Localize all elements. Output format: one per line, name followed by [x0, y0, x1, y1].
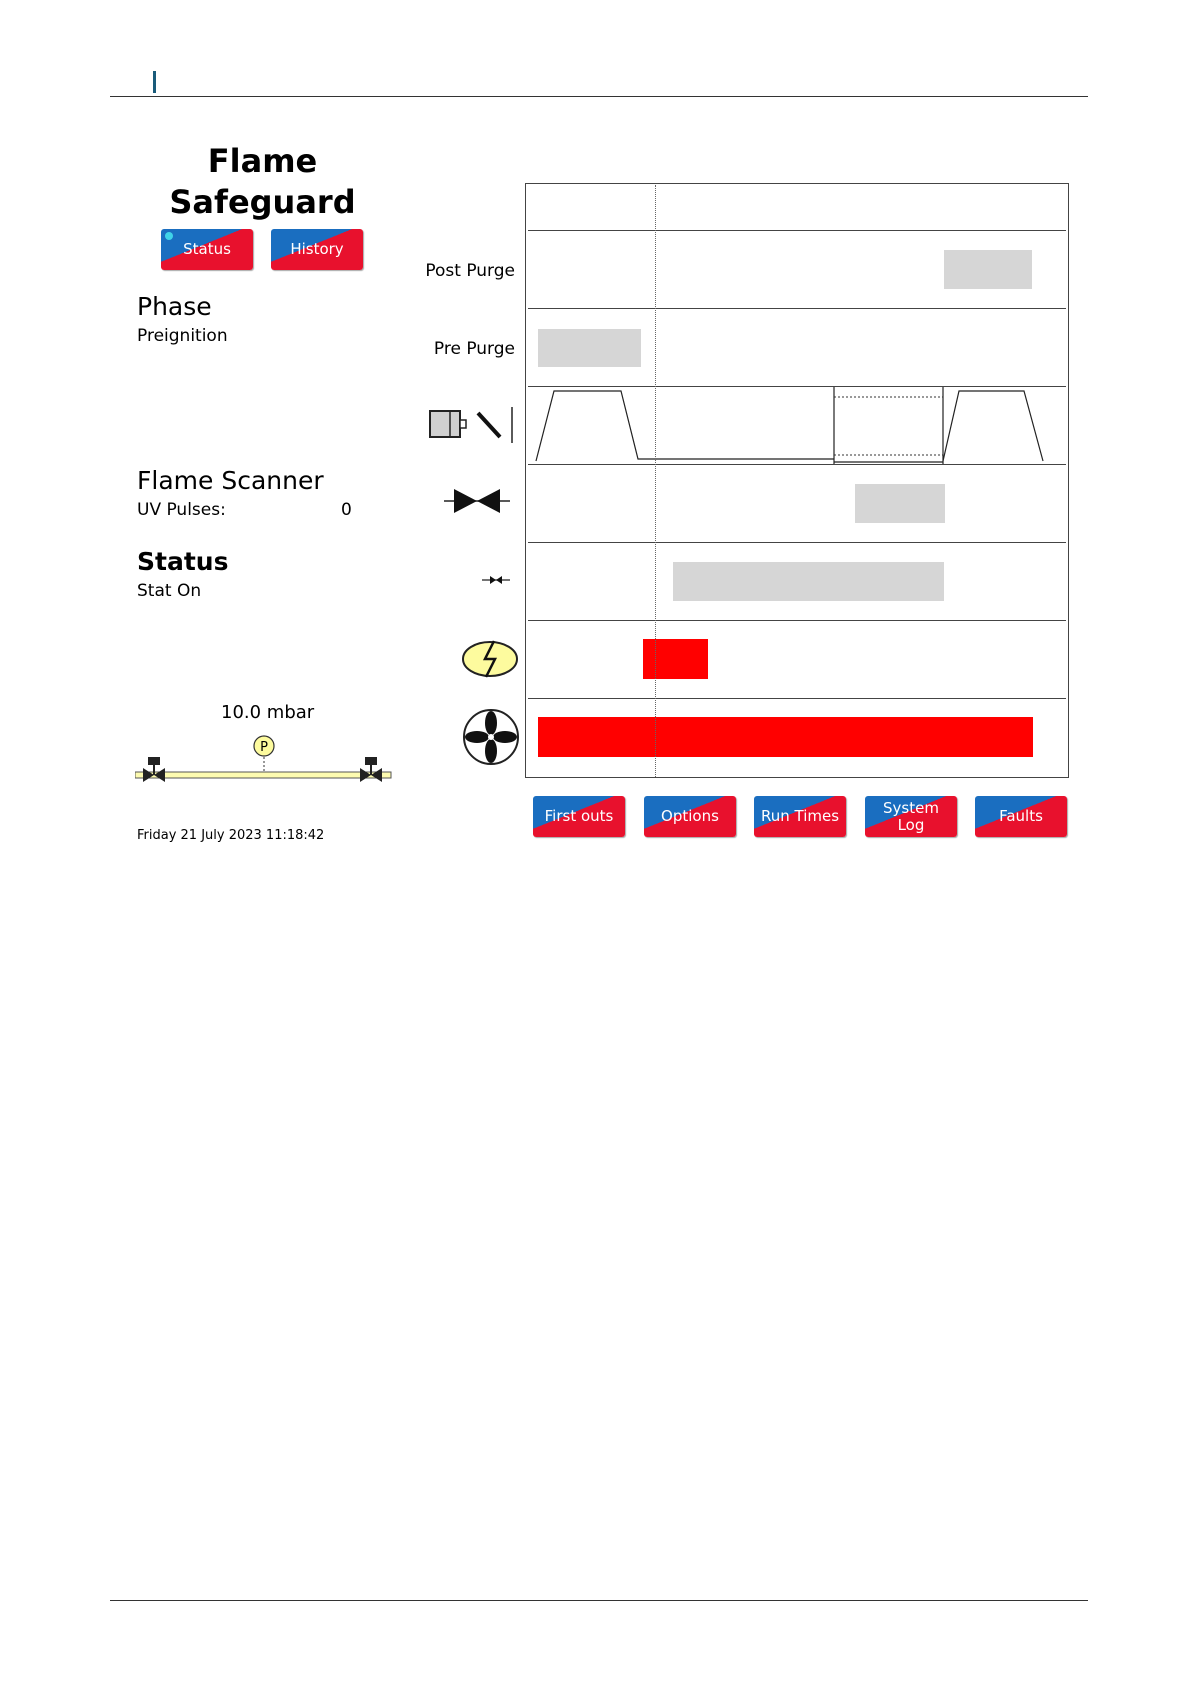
status-value: Stat On [137, 581, 202, 601]
uv-pulses-value: 0 [341, 500, 352, 520]
timeline-row-pilot-valve [528, 542, 1066, 620]
timeline-row-fan [528, 698, 1066, 776]
system-log-label: System Log [883, 798, 939, 834]
datetime-readout: Friday 21 July 2023 11:18:42 [137, 828, 325, 843]
current-time-marker [655, 185, 656, 777]
page-title-line1: Flame [207, 142, 318, 180]
header-accent-bar [153, 71, 156, 93]
pressure-sensor-icon [254, 736, 274, 756]
first-outs-label: First outs [544, 807, 614, 825]
post-purge-label: Post Purge [425, 261, 515, 281]
ignition-icon [461, 637, 519, 681]
ignition-active-bar [643, 639, 708, 679]
timeline-row-damper [528, 386, 1066, 464]
uv-pulses-label: UV Pulses: [137, 500, 226, 520]
run-times-label: Run Times [760, 807, 840, 825]
header-rule [110, 96, 1088, 97]
main-valve-bar [855, 484, 945, 523]
pilot-valve-icon [482, 574, 510, 586]
history-button-label: History [290, 240, 344, 258]
page-title-line2: Safeguard [169, 183, 356, 221]
timeline-row-post-purge [528, 230, 1066, 308]
pressure-sensor-label: P [260, 740, 268, 755]
status-heading: Status [137, 547, 229, 576]
active-indicator-icon [165, 232, 173, 240]
main-valve-icon [444, 486, 510, 516]
run-times-button[interactable] [754, 796, 846, 837]
faults-label: Faults [999, 807, 1043, 825]
faults-button[interactable] [975, 796, 1067, 837]
fan-icon [462, 708, 520, 766]
footer-rule [110, 1600, 1088, 1601]
post-purge-bar [944, 250, 1032, 289]
system-log-button[interactable] [865, 796, 957, 837]
phase-value: Preignition [137, 326, 228, 346]
options-label: Options [661, 807, 719, 825]
damper-position-trace [528, 387, 1066, 465]
first-outs-button[interactable] [533, 796, 625, 837]
gas-train-diagram [135, 728, 395, 788]
pilot-valve-bar [673, 562, 944, 601]
pre-purge-bar [538, 329, 641, 367]
flame-scanner-heading: Flame Scanner [137, 466, 324, 495]
pressure-value: 10.0 mbar [221, 702, 315, 723]
timeline-row-pre-purge [528, 308, 1066, 386]
history-button[interactable] [271, 229, 363, 270]
status-button-label: Status [183, 240, 231, 258]
status-button[interactable] [161, 229, 253, 270]
fan-active-bar [538, 717, 1033, 757]
damper-actuator-icon [428, 403, 518, 445]
timeline-row-ignition [528, 620, 1066, 698]
phase-heading: Phase [137, 292, 212, 321]
pre-purge-label: Pre Purge [433, 339, 515, 359]
options-button[interactable] [644, 796, 736, 837]
sequence-timeline [525, 183, 1069, 778]
timeline-row-main-valve [528, 464, 1066, 542]
